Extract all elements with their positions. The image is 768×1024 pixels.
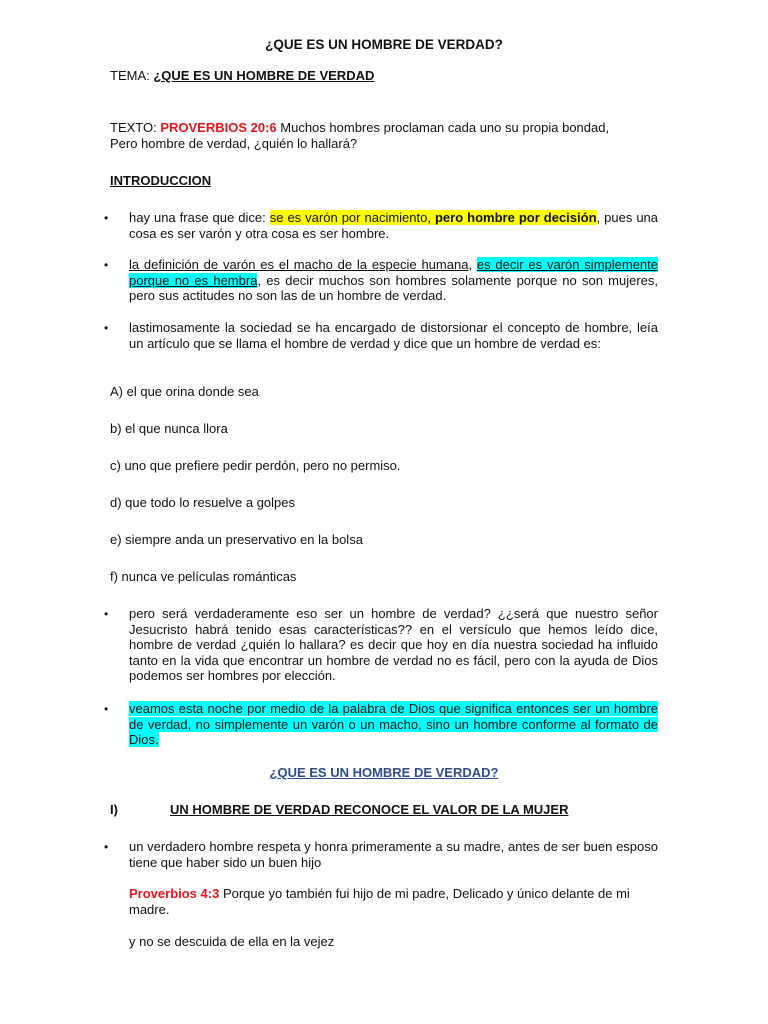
list-item: c) uno que prefiere pedir perdón, pero no permiso. (110, 458, 401, 473)
bullet-item-5 (129, 701, 658, 748)
bullet-item-6: un verdadero hombre respeta y honra primeramente a su madre, antes de ser buen esposo tiene que haber sido un buen hijo (129, 839, 658, 870)
bullet-marker: • (104, 258, 109, 272)
bullet-marker: • (104, 211, 109, 225)
bullet1-text-b: , pues una cosa es ser varón y otra cosa es ser hombre. (129, 210, 659, 241)
proverbios-reference: Proverbios 4:3 (129, 886, 220, 901)
bullet-item-2 (129, 257, 658, 304)
bullet-item-3: lastimosamente la sociedad se ha encargado de distorsionar el concepto de hombre, leía un artículo que se llama el hombre de verdad y dice que un hombre de verdad es: (129, 320, 658, 351)
list-item: d) que todo lo resuelve a golpes (110, 495, 296, 510)
section1-number: I) (110, 802, 118, 817)
list-item: b) el que nunca llora (110, 421, 228, 436)
bullet2-underlined: la definición de varón es el macho de la especie humana (129, 257, 469, 272)
texto-line-1: Muchos hombres proclaman cada uno su propia bondad, (276, 120, 610, 135)
bullet-marker: • (104, 702, 109, 716)
proverbios-text: Porque yo también fui hijo de mi padre, Delicado y único delante de mi madre. (129, 886, 630, 917)
list-item: f) nunca ve películas románticas (110, 569, 297, 584)
tema-line (110, 68, 374, 84)
tema-value: ¿QUE ES UN HOMBRE DE VERDAD (153, 68, 375, 83)
bullet-marker: • (104, 321, 109, 335)
proverbios-quote (129, 886, 664, 917)
closing-line: y no se descuida de ella en la vejez (129, 934, 335, 949)
section-link[interactable]: ¿QUE ES UN HOMBRE DE VERDAD? (269, 765, 499, 780)
texto-block (110, 120, 670, 151)
bullet-item-1 (129, 210, 658, 241)
bullet-item-4: pero será verdaderamente eso ser un hombre de verdad? ¿¿será que nuestro señor Jesucristo habrá tenido esas características?? en el versículo que hemos leído dice, hombre de verdad ¿quién lo hallara? es decir que hoy en día nuestra sociedad ha influido tanto en la vida que encontrar un hombre de verdad no es fácil, pero con la ayuda de Dios podemos ser hombres por elección. (129, 606, 658, 683)
bullet1-highlight-1: se es varón por nacimiento, (269, 210, 435, 225)
list-item: A) el que orina donde sea (110, 384, 259, 399)
texto-line-2: Pero hombre de verdad, ¿quién lo hallará? (110, 135, 358, 151)
texto-label: TEXTO: (110, 120, 161, 135)
bullet5-highlight: veamos esta noche por medio de la palabra de Dios que significa entonces ser un hombre de verdad, no simplemente un varón o un macho, sino un hombre conforme al formato de Dios. (129, 701, 658, 747)
bullet2-highlight: es decir es varón simplemente porque no es hembra (129, 257, 658, 288)
section1-title: UN HOMBRE DE VERDAD RECONOCE EL VALOR DE LA MUJER (170, 802, 569, 817)
bullet-marker: • (104, 607, 109, 621)
bullet2-text-a: , (468, 257, 477, 272)
texto-reference: PROVERBIOS 20:6 (160, 120, 277, 135)
document-title: ¿QUE ES UN HOMBRE DE VERDAD? (265, 37, 503, 52)
tema-label: TEMA: (110, 68, 154, 83)
bullet1-highlight-2: pero hombre por decisión (434, 210, 597, 225)
intro-heading: INTRODUCCION (110, 173, 212, 188)
list-item: e) siempre anda un preservativo en la bolsa (110, 532, 363, 547)
bullet1-text-a: hay una frase que dice: (129, 210, 270, 225)
bullet2-text-b: , es decir muchos son hombres solamente porque no son mujeres, pero sus actitudes no son las de un hombre de verdad. (129, 272, 658, 303)
bullet-marker: • (104, 840, 109, 854)
